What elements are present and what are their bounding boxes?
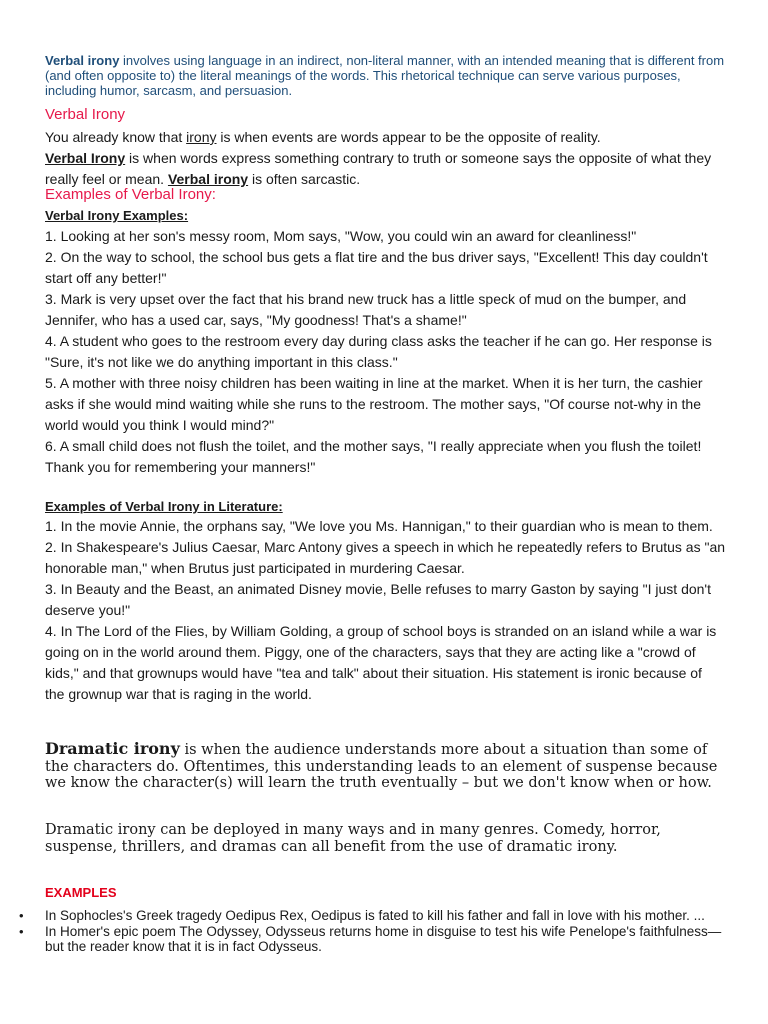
list-item: • In Sophocles's Greek tragedy Oedipus Rex, Oedipus is fated to kill his father and fall in love with his mother. ... [45,908,725,923]
explanation-text-b: is often sarcastic. [248,171,361,187]
definition-text-a: You already know that [45,129,187,145]
verbal-irony-examples-list [45,226,725,478]
list-item: 1. Looking at her son's messy room, Mom says, "Wow, you could win an award for cleanliness!" [45,228,637,244]
list-item: 2. In Shakespeare's Julius Caesar, Marc Antony gives a speech in which he repeatedly refers to Brutus as "an honorable man," when Brutus just participated in murdering Caesar. [45,539,726,576]
intro-paragraph [45,53,725,98]
verbal-irony-explanation [45,148,725,190]
list-item: • In Homer's epic poem The Odyssey, Odysseus returns home in disguise to test his wife Penelope's faithfulness—but the reader know that it is in fact Odysseus. [45,924,725,954]
literature-examples-subhead: Examples of Verbal Irony in Literature: [45,499,283,514]
literature-examples-list [45,516,725,705]
dramatic-examples-list [45,908,725,955]
list-item: 3. In Beauty and the Beast, an animated Disney movie, Belle refuses to marry Gaston by saying "I just don't deserve you!" [45,581,711,618]
intro-text: involves using language in an indirect, non-literal manner, with an intended meaning that is different from (and often opposite to) the literal meanings of the words. This rhetorical technique can serve various purposes, including humor, sarcasm, and persuasion. [45,53,725,98]
list-item: 3. Mark is very upset over the fact that his brand new truck has a little speck of mud on the bumper, and Jennifer, who has a used car, says, "My goodness! That's a shame!" [45,291,687,328]
examples-heading: Examples of Verbal Irony: [45,186,216,203]
dramatic-irony-usage: Dramatic irony can be deployed in many ways and in many genres. Comedy, horror, suspense, thrillers, and dramas can all benefit from the use of dramatic irony. [45,822,661,855]
verbal-irony-heading: Verbal Irony [45,106,126,123]
list-item: 2. On the way to school, the school bus gets a flat tire and the bus driver says, "Excellent! This day couldn't start off any better!" [45,249,708,286]
verbal-irony-definition [45,127,725,148]
dramatic-examples-heading: EXAMPLES [45,885,117,900]
definition-text-b: is when events are words appear to be the opposite of reality. [216,129,601,145]
verbal-irony-term-2: Verbal irony [167,171,249,187]
list-item: 4. A student who goes to the restroom every day during class asks the teacher if he can go. Her response is "Sure, it's not like we do anything important in this class." [45,333,712,370]
intro-term: Verbal irony [45,53,120,68]
list-item: 6. A small child does not flush the toilet, and the mother says, "I really appreciate when you flush the toilet! Thank you for remembering your manners!" [45,438,702,475]
dramatic-irony-text: is when the audience understands more about a situation than some of the characters do. Oftentimes, this understanding leads to an element of suspense because we know the character(s) will learn the truth eventually – but we don't know when or how. [45,742,718,791]
explanation-text-a: is when words express something contrary to truth or someone says the opposite of what they really feel or mean. [45,150,712,187]
list-item: 4. In The Lord of the Flies, by William Golding, a group of school boys is stranded on an island while a war is going on in the world around them. Piggy, one of the characters, says that they are acting like a "crowd of kids," and that grownups would have "tea and talk" about their situation. His statement is ironic because of the grownup war that is raging in the world. [45,623,717,702]
dramatic-irony-definition [45,741,725,792]
verbal-irony-term: Verbal Irony [45,150,126,166]
irony-link[interactable]: irony [186,129,217,145]
list-item: 1. In the movie Annie, the orphans say, "We love you Ms. Hannigan," to their guardian who is mean to them. [45,518,713,534]
list-item: 5. A mother with three noisy children has been waiting in line at the market. When it is her turn, the cashier asks if she would mind waiting while she runs to the restroom. The mother says, "Of course not-why in the world would you think I would mind?" [45,375,703,433]
verbal-irony-examples-subhead: Verbal Irony Examples: [45,208,189,223]
dramatic-irony-term: Dramatic irony [45,739,180,758]
